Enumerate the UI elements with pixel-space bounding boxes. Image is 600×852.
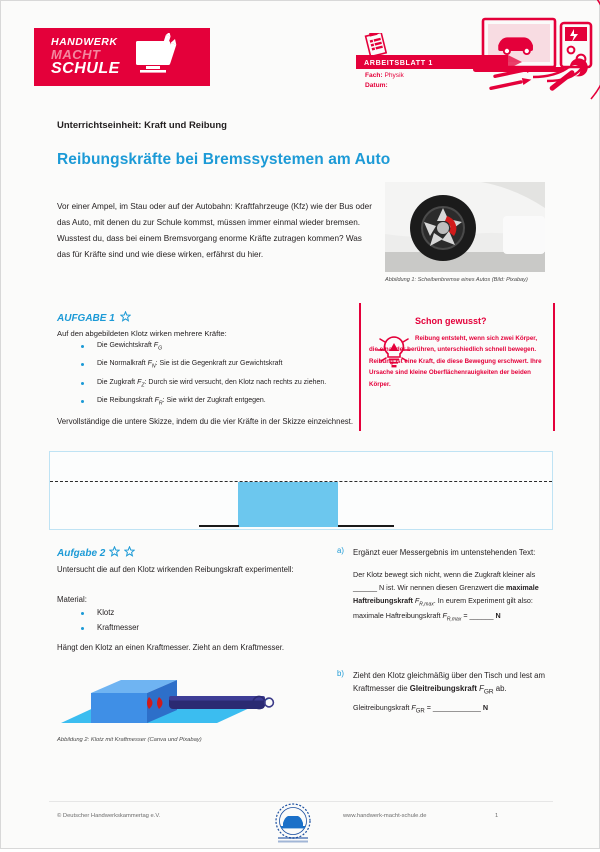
footer-url[interactable]: www.handwerk-macht-schule.de bbox=[343, 813, 427, 819]
bullet-pre: Die Gewichtskraft bbox=[97, 342, 154, 349]
task2-heading-label: Aufgabe 2 bbox=[57, 547, 106, 559]
qb-symbol: F bbox=[479, 684, 484, 694]
bullet-symbol: F bbox=[153, 342, 159, 349]
star-icon bbox=[109, 546, 120, 560]
task2-lead: Untersucht die auf den Klotz wirkenden Reibungskraft experimentell: bbox=[57, 565, 294, 574]
list-item bbox=[63, 359, 363, 371]
page-title: Reibungskräfte bei Bremssystemen am Auto bbox=[57, 151, 391, 169]
bullet-pre: Die Reibungskraft bbox=[97, 397, 155, 405]
bullet-symbol: F bbox=[147, 360, 152, 368]
task1-heading bbox=[57, 311, 131, 325]
material-list bbox=[63, 607, 139, 638]
question-b bbox=[337, 669, 557, 717]
date-label: Datum: bbox=[365, 82, 388, 90]
star-icon bbox=[120, 311, 131, 325]
task1-instruction: Vervollständige die untere Skizze, indem du die vier Kräfte in der Skizze einzeichnest. bbox=[57, 417, 354, 426]
bullet-symbol: F bbox=[137, 378, 142, 386]
brand-logo-line3: SCHULE bbox=[51, 59, 120, 77]
qa-pre: Der Klotz bewegt sich nicht, wenn die Zugkraft kleiner als bbox=[353, 570, 536, 580]
subject-row bbox=[365, 71, 404, 81]
disc-brake-photo bbox=[385, 182, 545, 272]
brand-logo-line2: MACHT bbox=[51, 46, 101, 62]
qa-symbol-2: F bbox=[442, 610, 447, 620]
did-you-know-box bbox=[359, 303, 555, 431]
bullet-subscript: R bbox=[158, 400, 163, 407]
qa-subscript: R,max bbox=[419, 601, 434, 608]
qa-post: . In eurem Experiment gilt also: maximale Haftreibungskraft bbox=[353, 596, 533, 620]
sheet-badge-tail bbox=[508, 55, 522, 69]
sheet-badge: ARBEITSBLATT 1 bbox=[356, 55, 508, 69]
qb-result-subscript: GR bbox=[415, 708, 425, 715]
qb-result-blank[interactable]: ____________ bbox=[432, 702, 481, 712]
qa-symbol: F bbox=[414, 596, 420, 606]
bullet-pre: Die Normalkraft bbox=[97, 360, 148, 368]
sketch-ground-right bbox=[338, 525, 394, 527]
footer-page-number: 1 bbox=[495, 813, 499, 819]
qa-blank-2[interactable]: ______ bbox=[469, 610, 494, 620]
list-item bbox=[63, 341, 363, 353]
question-a-prompt: Ergänzt euer Messergebnis im untenstehenden Text: bbox=[353, 548, 536, 557]
did-you-know-body: Reibung entsteht, wenn sich zwei Körper, die einander berühren, unterschiedlich schnell bewegen. Reibung ist eine Kraft, die diese Bewegung erschwert. Ihre Ursache sind kleine Oberflächenrauigkeiten der beiden Körper. bbox=[369, 335, 542, 388]
figure1-caption: Abbildung 1: Scheibenbremse eines Autos (Bild: Pixabay) bbox=[385, 277, 528, 283]
date-row bbox=[365, 81, 404, 91]
brand-logo bbox=[34, 28, 210, 86]
qb-result-unit: N bbox=[480, 702, 489, 712]
seal-icon bbox=[270, 801, 316, 852]
qb-result-pre: Gleitreibungskraft bbox=[353, 702, 412, 712]
task2-heading bbox=[57, 546, 135, 560]
bullet-post: : Sie wirkt der Zugkraft entgegen. bbox=[162, 397, 266, 405]
brand-logo-line1: HANDWERK bbox=[51, 36, 118, 49]
bullet-pre: Die Zugkraft bbox=[97, 378, 138, 386]
force-list bbox=[63, 341, 363, 415]
qa-unit: N bbox=[493, 610, 501, 620]
qa-bold-term: maximale Haftreibungskraft bbox=[353, 583, 539, 606]
sketch-block bbox=[238, 482, 338, 527]
sheet-meta bbox=[365, 71, 404, 91]
question-a-fill-text[interactable] bbox=[353, 569, 557, 624]
list-item: Kraftmesser bbox=[63, 622, 139, 634]
qb-post: ab. bbox=[493, 684, 507, 694]
unit-subtitle: Unterrichtseinheit: Kraft und Reibung bbox=[57, 120, 227, 131]
question-a-marker: a) bbox=[337, 546, 344, 555]
qb-bold-term: Gleitreibungskraft bbox=[409, 684, 477, 694]
footer-copyright: © Deutscher Handwerkskammertag e.V. bbox=[57, 813, 161, 819]
sketch-ground-left bbox=[199, 525, 239, 527]
block-with-force-meter-illustration bbox=[53, 677, 323, 733]
task1-lead: Auf den abgebildeten Klotz wirken mehrere Kräfte: bbox=[57, 329, 227, 338]
question-b-answer-line[interactable] bbox=[353, 702, 557, 717]
question-a bbox=[337, 546, 557, 624]
qa-mid: N ist. Wir nennen diesen Grenzwert die bbox=[376, 583, 507, 593]
list-item: Klotz bbox=[63, 607, 139, 619]
question-a-prompt-row bbox=[337, 546, 557, 559]
bullet-post: : Sie ist die Gegenkraft zur Gewichtskraft bbox=[155, 360, 283, 368]
bullet-subscript: N bbox=[151, 363, 156, 370]
task2-instruction: Hängt den Klotz an einen Kraftmesser. Zieht an dem Kraftmesser. bbox=[57, 643, 285, 652]
bullet-subscript: G bbox=[158, 345, 163, 352]
bullet-symbol: F bbox=[154, 397, 159, 405]
brand-logo-text bbox=[51, 37, 120, 77]
list-item bbox=[63, 378, 363, 390]
question-b-prompt-row bbox=[337, 669, 557, 698]
monitor-pencil-icon bbox=[128, 33, 184, 82]
star-icon bbox=[124, 546, 135, 560]
question-b-prompt bbox=[353, 669, 557, 698]
question-b-marker: b) bbox=[337, 669, 344, 678]
qa-equals: = bbox=[461, 610, 470, 620]
force-sketch-canvas[interactable] bbox=[49, 451, 553, 530]
subject-value: Physik bbox=[384, 72, 404, 79]
material-label: Material: bbox=[57, 595, 87, 604]
qb-result-symbol: F bbox=[411, 702, 416, 712]
bullet-post: : Durch sie wird versucht, den Klotz nach rechts zu ziehen. bbox=[144, 378, 327, 386]
bullet-subscript: Z bbox=[141, 382, 145, 389]
qa-subscript-2: R,max bbox=[446, 616, 462, 623]
figure2-caption: Abbildung 2: Klotz mit Kraftmesser (Canva und Pixabay) bbox=[57, 737, 202, 743]
task1-heading-label: AUFGABE 1 bbox=[57, 312, 115, 324]
subject-label: Fach: bbox=[365, 72, 383, 79]
qa-blank-1[interactable]: ______ bbox=[353, 583, 377, 593]
qb-pre: Zieht den Klotz gleichmäßig über den Tisch und lest am Kraftmesser die bbox=[353, 671, 545, 694]
qb-result-equals: = bbox=[424, 702, 433, 712]
list-item bbox=[63, 396, 363, 408]
qb-subscript: GR bbox=[483, 688, 494, 696]
did-you-know-title: Schon gewusst? bbox=[415, 316, 487, 326]
intro-paragraph: Vor einer Ampel, im Stau oder auf der Autobahn: Kraftfahrzeuge (Kfz) wie der Bus oder das Auto, mit denen du zur Schule kommst, müssen immer einmal wieder bremsen. Wusstest du, dass bei einem Bremsvorgang enorme Kräfte zutragen kommen? Was das für Kräfte sind und wie diese wirken, erfährst du hier. bbox=[57, 202, 372, 260]
